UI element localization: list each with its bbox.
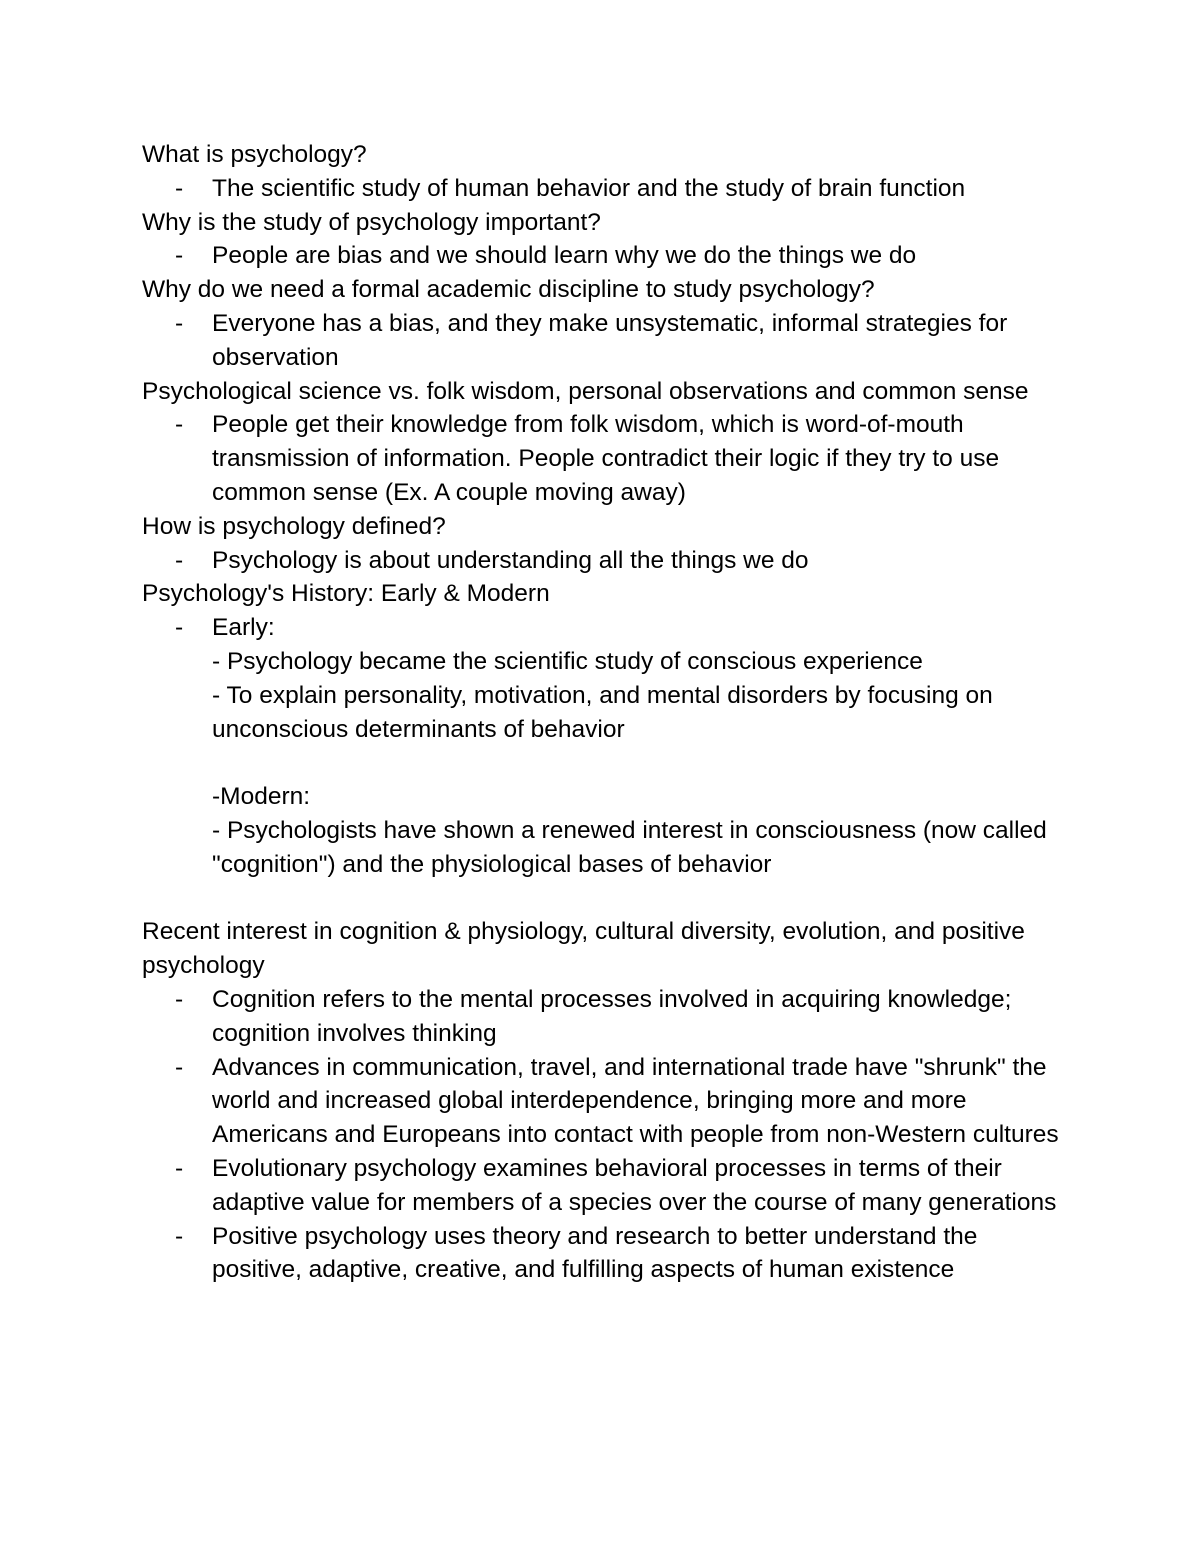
bullet-text: People are bias and we should learn why we do the things we do (212, 242, 917, 270)
dash-marker: - (175, 1154, 184, 1182)
bullet-item (142, 408, 1062, 509)
dash-marker: - (175, 309, 184, 337)
modern-item: - Psychologists have shown a renewed interest in consciousness (now called "cognition") and the physiological bases of behavior (212, 816, 1047, 878)
bullet-item (142, 1220, 1062, 1288)
dash-marker: - (175, 546, 184, 574)
bullet-text: The scientific study of human behavior and the study of brain function (212, 174, 966, 202)
section-heading: Why do we need a formal academic discipline to study psychology? (142, 276, 875, 304)
bullet-item (142, 611, 1062, 645)
dash-marker: - (175, 985, 184, 1013)
bullet-item (142, 172, 1062, 206)
section-heading: How is psychology defined? (142, 512, 446, 540)
bullet-text: Everyone has a bias, and they make unsystematic, informal strategies for observation (212, 309, 1008, 371)
dash-marker: - (175, 242, 184, 270)
section-heading: What is psychology? (142, 141, 367, 168)
bullet-text: People get their knowledge from folk wisdom, which is word-of-mouth transmission of information. People contradict their logic if they try to use common sense (Ex. A couple moving away) (212, 411, 1000, 506)
section-heading: Recent interest in cognition & physiology, cultural diversity, evolution, and positive psychology (142, 918, 1025, 980)
bullet-text: Cognition refers to the mental processes involved in acquiring knowledge; cognition involves thinking (212, 985, 1012, 1047)
bullet-text: Psychology is about understanding all the things we do (212, 546, 809, 574)
blank-line (142, 882, 1062, 916)
dash-marker: - (175, 174, 184, 202)
dash-marker: - (175, 411, 184, 439)
dash-marker: - (175, 614, 184, 642)
dash-marker: - (175, 1053, 184, 1081)
bullet-item (142, 239, 1062, 273)
early-item: - Psychology became the scientific study of conscious experience (212, 647, 923, 675)
bullet-item (142, 307, 1062, 375)
bullet-text: Evolutionary psychology examines behavioral processes in terms of their adaptive value for members of a species over the course of many generations (212, 1154, 1057, 1216)
bullet-item (142, 983, 1062, 1051)
section-heading: Psychology's History: Early & Modern (142, 580, 550, 608)
bullet-item (142, 1051, 1062, 1152)
bullet-item (142, 1152, 1062, 1220)
bullet-text: Positive psychology uses theory and research to better understand the positive, adaptive, creative, and fulfilling aspects of human existence (212, 1222, 978, 1284)
dash-marker: - (175, 1222, 184, 1250)
modern-label: -Modern: (212, 783, 311, 811)
bullet-text: Early: (212, 614, 275, 642)
section-heading: Psychological science vs. folk wisdom, personal observations and common sense (142, 377, 1029, 405)
early-item: - To explain personality, motivation, and mental disorders by focusing on unconscious determinants of behavior (212, 681, 993, 743)
blank-line (142, 746, 1062, 780)
bullet-item (142, 544, 1062, 578)
bullet-text: Advances in communication, travel, and international trade have "shrunk" the world and increased global interdependence, bringing more and more Americans and Europeans into contact with people from non-Western cultures (212, 1053, 1059, 1149)
notes-body (142, 138, 1062, 1287)
section-heading: Why is the study of psychology important? (142, 208, 601, 236)
